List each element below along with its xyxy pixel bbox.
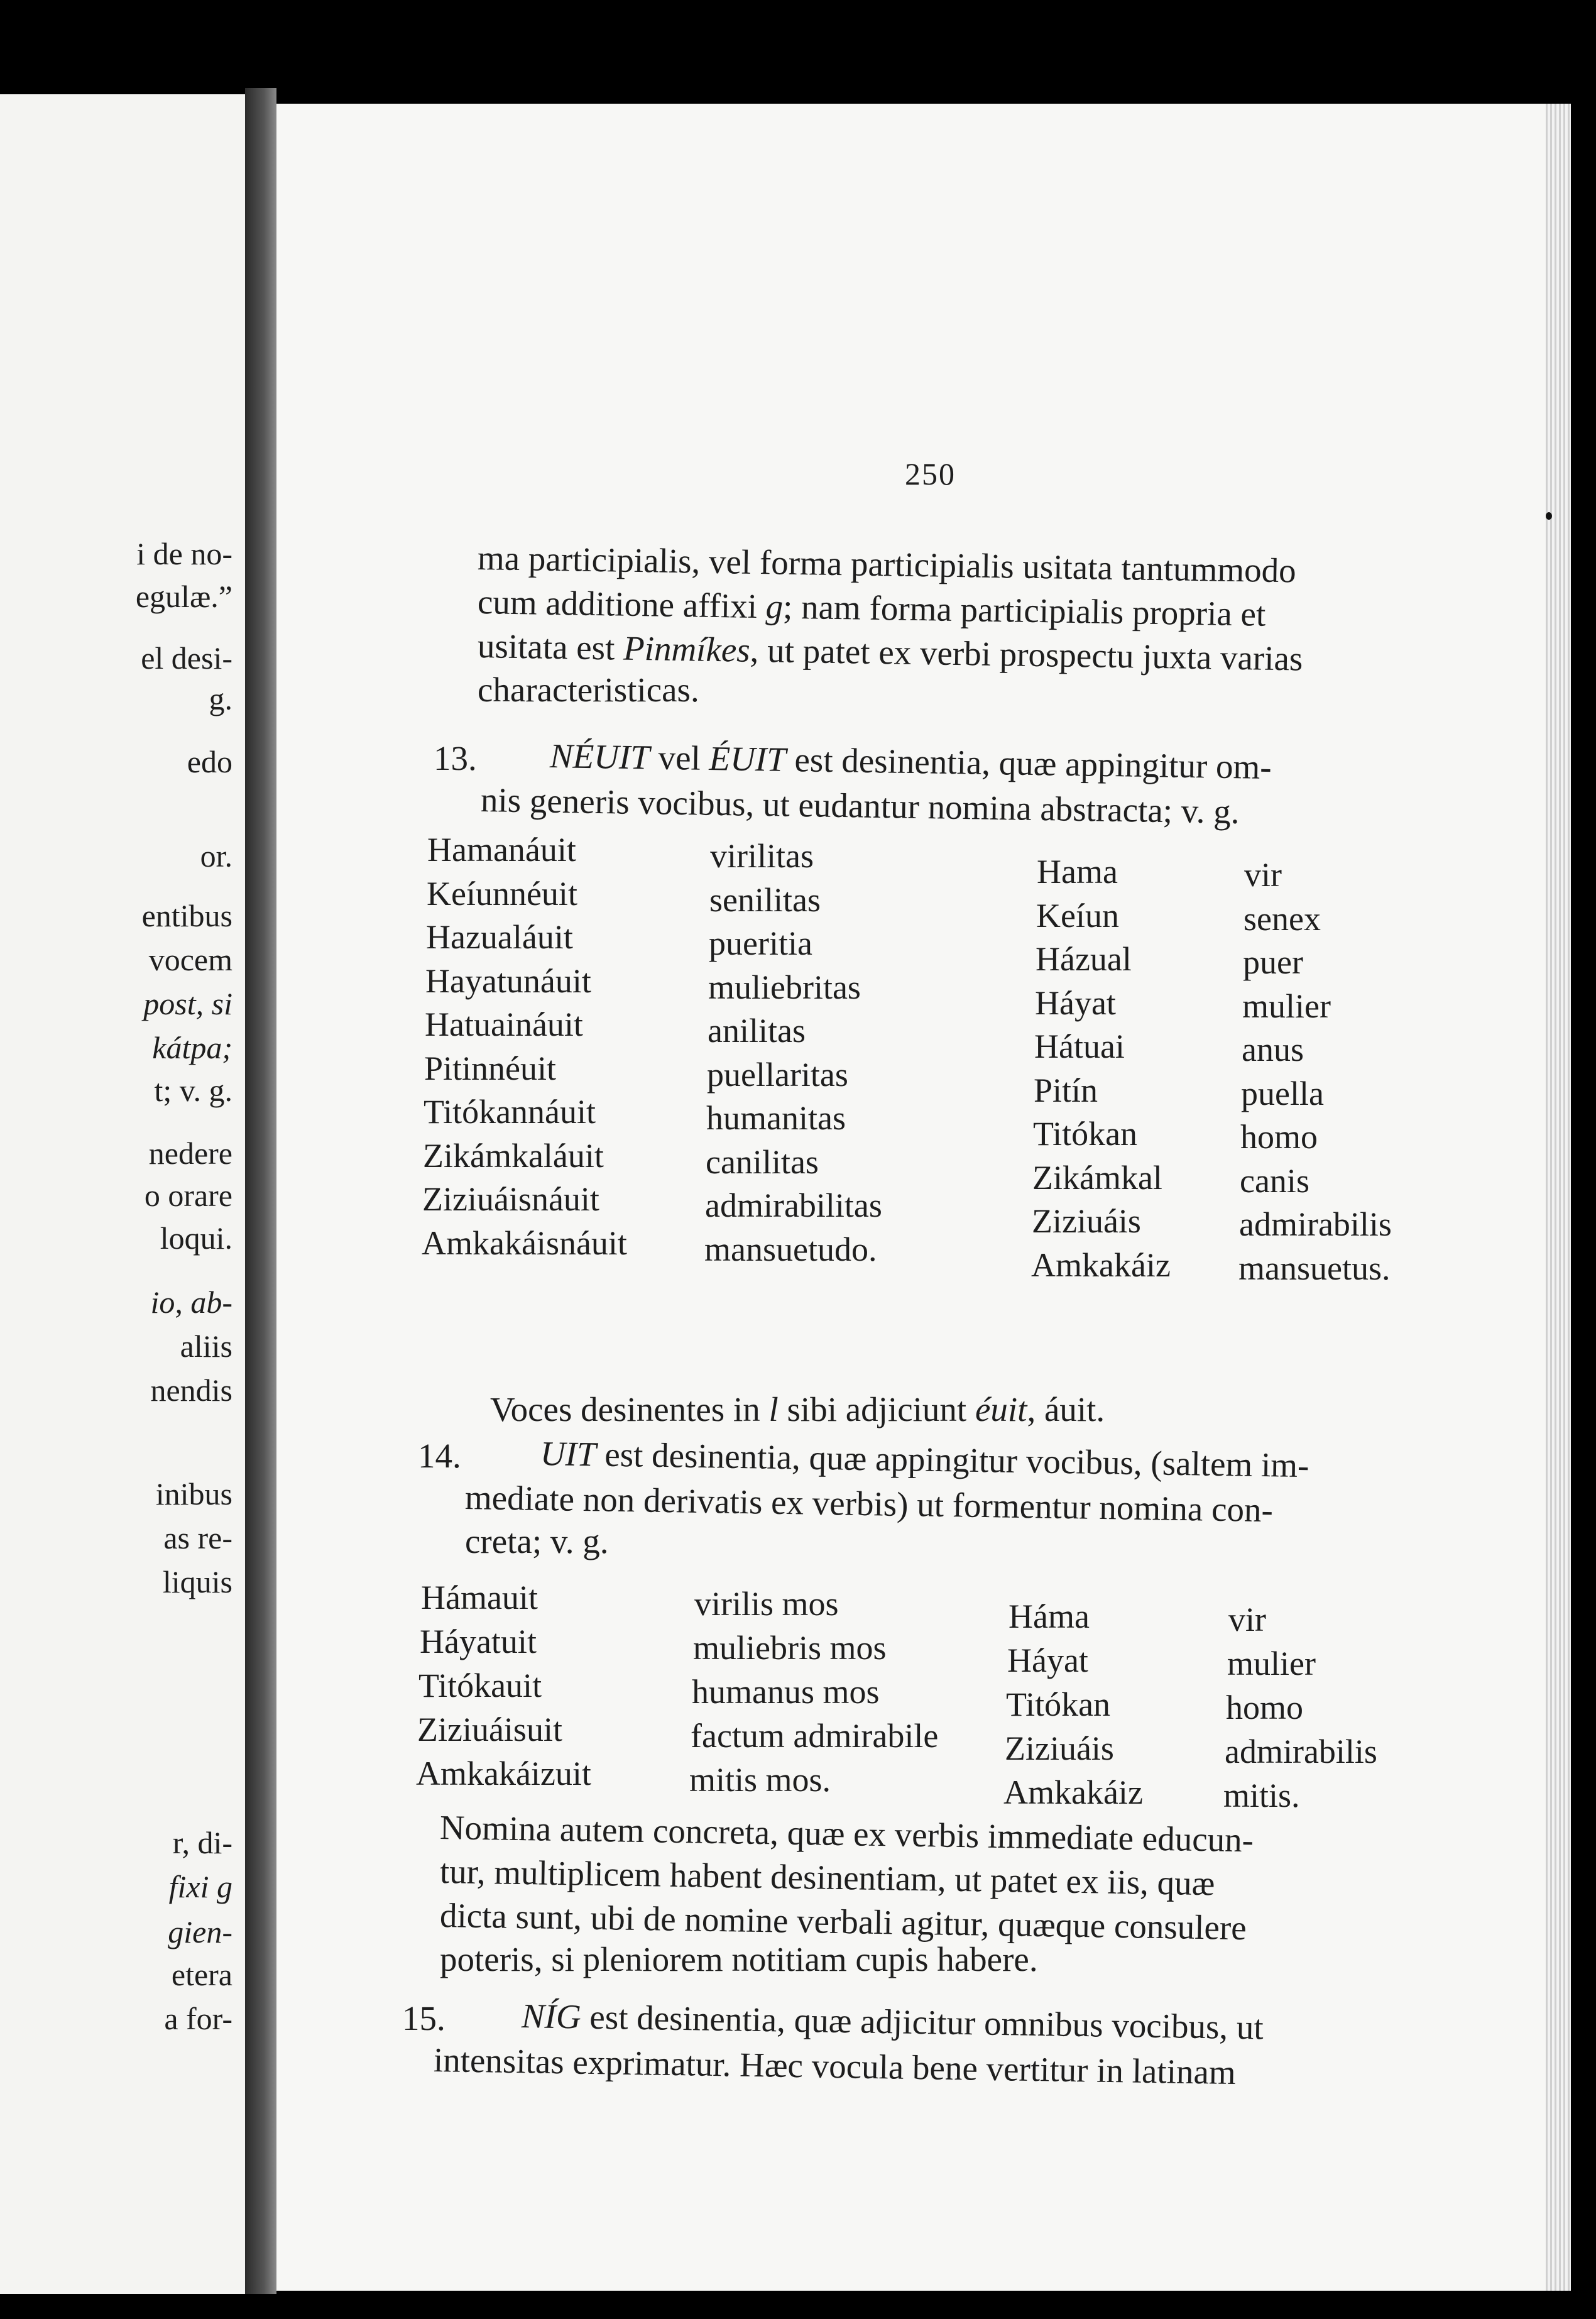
- left-text-fragment: loqui.: [160, 1220, 232, 1256]
- left-text-fragment: vocem: [148, 942, 232, 977]
- left-text-fragment: as re-: [163, 1520, 232, 1555]
- intro-line: characteristicas.: [478, 671, 699, 709]
- table-cell: mansuetudo.: [704, 1230, 877, 1268]
- table-cell: mulier: [1227, 1645, 1316, 1682]
- table-cell: humanus mos: [692, 1673, 880, 1711]
- intro-text: cum additione affixi: [477, 583, 767, 626]
- table-cell: admirabilis: [1225, 1733, 1377, 1770]
- table-cell: Amkakáisnáuit: [422, 1224, 627, 1262]
- table-cell: Hámauit: [421, 1579, 538, 1616]
- table-cell: Ziziuáisuit: [417, 1711, 562, 1748]
- intro-term: Pinmíkes: [623, 628, 751, 669]
- table-cell: Hatuaináuit: [425, 1006, 583, 1043]
- table-cell: Házual: [1036, 940, 1132, 978]
- table-cell: admirabilitas: [705, 1187, 882, 1224]
- intro-line: ma participialis, vel forma participialis usitata tantummodo: [477, 539, 1297, 590]
- intro-text: ; nam forma participialis propria et: [782, 587, 1266, 633]
- section-text: intensitas exprimatur. Hæc vocula bene vertitur in latinam: [433, 2041, 1237, 2092]
- table-cell: canis: [1240, 1161, 1309, 1200]
- connector-text: vel: [649, 738, 710, 777]
- note-term: éuit: [975, 1390, 1027, 1428]
- suffix-term: UIT: [540, 1434, 597, 1474]
- table-cell: Hazualáuit: [426, 918, 573, 956]
- table-cell: puellaritas: [707, 1055, 848, 1094]
- table-cell: virilis mos: [694, 1585, 839, 1623]
- table-cell: Pitinnéuit: [424, 1049, 557, 1087]
- left-text-fragment: g.: [209, 681, 232, 716]
- section-number: 15.: [402, 1999, 445, 2037]
- table-cell: mitis mos.: [689, 1761, 831, 1799]
- table-cell: puella: [1241, 1074, 1324, 1112]
- left-text-fragment: aliis: [180, 1329, 232, 1364]
- table-cell: Titókauit: [418, 1667, 542, 1704]
- table-cell: virilitas: [710, 837, 814, 875]
- table-cell: muliebris mos: [693, 1629, 887, 1667]
- table-cell: Keíun: [1036, 896, 1119, 935]
- intro-line: [478, 628, 1303, 676]
- table-cell: Háma: [1008, 1598, 1090, 1635]
- note-term: l: [768, 1390, 779, 1428]
- page-number: 250: [905, 456, 956, 491]
- suffix-term: NÉUIT: [549, 737, 650, 777]
- table-cell: Titókannáuit: [424, 1093, 596, 1131]
- left-text-fragment: o orare: [144, 1178, 232, 1213]
- left-text-fragment: a for-: [164, 2001, 232, 2036]
- left-text-fragment: el desi-: [141, 640, 232, 676]
- section-text: est desinentia, quæ adjicitur omnibus vocibus, ut: [581, 1997, 1264, 2047]
- section-text: est desinentia, quæ appingitur om-: [785, 740, 1272, 787]
- table-cell: Keíunnéuit: [427, 874, 577, 913]
- paragraph-line: tur, multiplicem habent desinentiam, ut patet ex iis, quæ: [439, 1852, 1215, 1903]
- table-cell: Ziziuáisnáuit: [422, 1180, 599, 1218]
- table-cell: factum admirabile: [691, 1717, 939, 1755]
- table-cell: senilitas: [709, 880, 821, 919]
- paragraph-line: dicta sunt, ubi de nomine verbali agitur, quæque consulere: [439, 1896, 1247, 1948]
- section-text: creta; v. g.: [465, 1522, 609, 1560]
- left-text-fragment: inibus: [155, 1476, 232, 1511]
- table-cell: Ziziuáis: [1032, 1202, 1141, 1240]
- table-cell: muliebritas: [708, 968, 861, 1006]
- suffix-term: ÉUIT: [709, 738, 787, 779]
- table-cell: Titókan: [1033, 1115, 1138, 1153]
- left-text-fragment: egulæ.”: [135, 579, 232, 614]
- left-text-fragment: kátpa;: [152, 1030, 232, 1065]
- left-text-fragment: edo: [187, 744, 232, 779]
- note-text: Voces desinentes in: [490, 1390, 769, 1428]
- section-text: mediate non derivatis ex verbis) ut formentur nomina con-: [464, 1478, 1274, 1530]
- table-cell: Amkakáizuit: [416, 1755, 591, 1792]
- table-cell: Pitín: [1034, 1071, 1098, 1109]
- table-cell: Zikámkal: [1032, 1158, 1162, 1197]
- table-cell: mulier: [1242, 987, 1331, 1025]
- table-cell: Zikámkaláuit: [423, 1136, 604, 1175]
- table-cell: homo: [1240, 1118, 1318, 1156]
- left-text-fragment: t; v. g.: [154, 1073, 232, 1108]
- left-text-fragment: fixi g: [168, 1869, 232, 1904]
- table-cell: vir: [1244, 856, 1282, 894]
- right-page: [276, 104, 1571, 2291]
- table-cell: pueritia: [709, 924, 812, 962]
- left-text-fragment: r, di-: [172, 1825, 232, 1860]
- table-cell: canilitas: [706, 1143, 819, 1181]
- book-gutter: [245, 88, 276, 2294]
- table-cell: anilitas: [708, 1012, 806, 1050]
- table-cell: Titókan: [1006, 1686, 1111, 1723]
- table-cell: admirabilis: [1239, 1205, 1392, 1243]
- left-text-fragment: post, si: [143, 986, 232, 1021]
- left-page-fragment: [0, 94, 245, 2294]
- table-cell: Hayatunáuit: [425, 962, 591, 1000]
- intro-text: , ut patet ex verbi prospectu juxta varias: [750, 630, 1303, 678]
- speck-mark: [1546, 512, 1552, 520]
- table-cell: homo: [1226, 1689, 1304, 1726]
- left-text-fragment: i de no-: [136, 536, 232, 571]
- note-text: sibi adjiciunt: [778, 1390, 975, 1428]
- left-text-fragment: or.: [200, 838, 232, 874]
- table-cell: vir: [1228, 1601, 1266, 1638]
- left-text-fragment: etera: [171, 1957, 232, 1992]
- intro-line: [478, 584, 1266, 632]
- section-number: 14.: [418, 1437, 461, 1475]
- paragraph-line: poteris, si pleniorem notitiam cupis habere.: [440, 1940, 1038, 1978]
- table-cell: Háyat: [1035, 984, 1116, 1022]
- left-text-fragment: entibus: [141, 898, 232, 933]
- section-number: 13.: [434, 739, 477, 777]
- note-line: [490, 1392, 1105, 1427]
- section-heading: [540, 1436, 1309, 1483]
- table-cell: Hátuai: [1034, 1028, 1125, 1065]
- suffix-term: NÍG: [521, 1997, 582, 2036]
- table-cell: mitis.: [1223, 1777, 1300, 1814]
- section-text: nis generis vocibus, ut eudantur nomina abstracta; v. g.: [480, 781, 1240, 831]
- table-cell: humanitas: [706, 1099, 846, 1137]
- left-text-fragment: nedere: [148, 1136, 232, 1171]
- left-text-fragment: gien-: [168, 1914, 232, 1949]
- table-cell: Ziziuáis: [1005, 1730, 1114, 1767]
- table-cell: Hamanáuit: [427, 831, 576, 869]
- table-cell: Amkakáiz: [1031, 1246, 1171, 1284]
- table-cell: puer: [1243, 943, 1303, 981]
- paragraph-line: Nomina autem concreta, quæ ex verbis immediate educun-: [439, 1808, 1254, 1860]
- left-text-fragment: liquis: [162, 1564, 232, 1599]
- note-text: , áuit.: [1027, 1390, 1105, 1428]
- table-cell: Amkakáiz: [1003, 1774, 1143, 1811]
- table-cell: anus: [1242, 1031, 1304, 1068]
- section-text: est desinentia, quæ appingitur vocibus, (saltem im-: [596, 1435, 1309, 1485]
- table-cell: senex: [1243, 899, 1321, 938]
- left-text-fragment: nendis: [150, 1373, 232, 1408]
- table-cell: Hama: [1037, 853, 1118, 891]
- table-cell: mansuetus.: [1238, 1249, 1391, 1287]
- section-heading: [549, 737, 1272, 787]
- page-edge: [1546, 104, 1571, 2291]
- intro-term: g: [765, 587, 784, 626]
- intro-text: usitata est: [477, 627, 624, 667]
- section-heading: [522, 1998, 1264, 2045]
- left-text-fragment: io, ab-: [150, 1285, 232, 1320]
- table-cell: Háyat: [1007, 1642, 1088, 1679]
- table-cell: Háyatuit: [420, 1623, 537, 1660]
